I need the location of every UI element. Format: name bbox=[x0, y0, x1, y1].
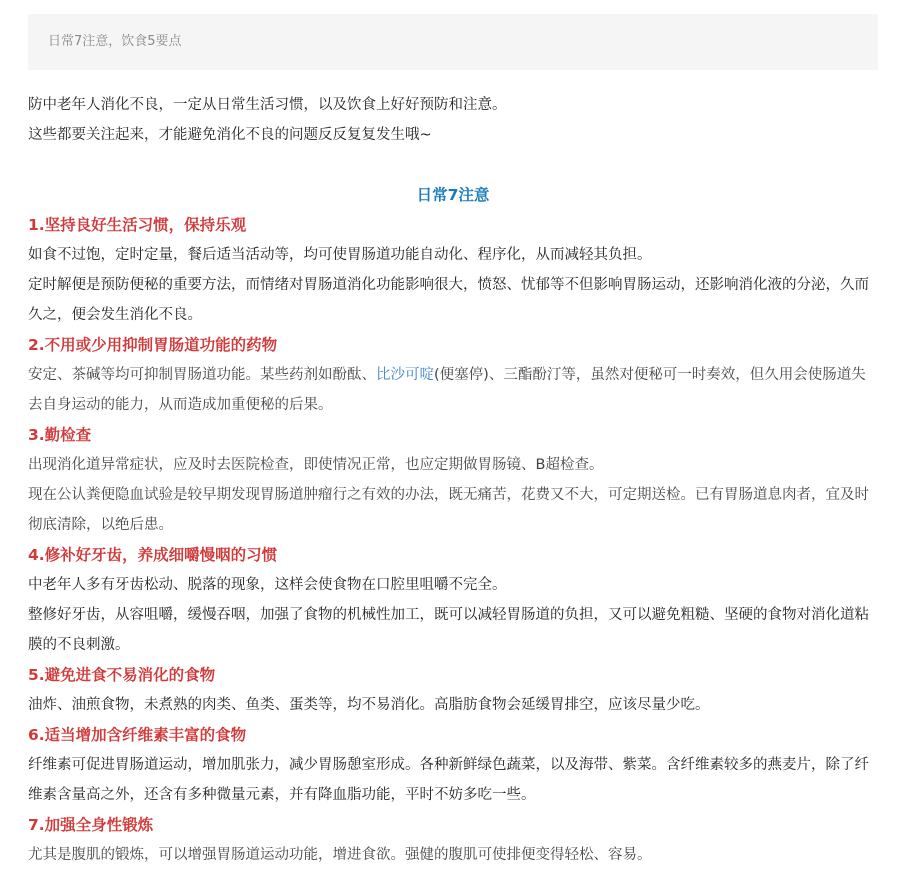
summary-box bbox=[28, 14, 878, 70]
item-2-paragraph-1 bbox=[28, 360, 878, 420]
intro-paragraph-1: 防中老年人消化不良，一定从日常生活习惯，以及饮食上好好预防和注意。 bbox=[28, 97, 507, 113]
item-2-text-after: (便塞停)、三酯酚汀等，虽然对便秘可一时奏效，但久用会使肠道失去自身运动的能力，从而造成加重便秘的后果。 bbox=[28, 367, 866, 413]
item-5-paragraph-1: 油炸、油煎食物，未煮熟的肉类、鱼类、蛋类等，均不易消化。高脂肪食物会延缓胃排空，应该尽量少吃。 bbox=[28, 697, 710, 713]
item-title-2: 2.不用或少用抑制胃肠道功能的药物 bbox=[28, 336, 278, 354]
item-1-paragraph-2: 定时解便是预防便秘的重要方法，而情绪对胃肠道消化功能影响很大，愤怒、忧郁等不但影响胃肠运动，还影响消化液的分泌，久而久之，便会发生消化不良。 bbox=[28, 277, 869, 323]
item-7-paragraph-1: 尤其是腹肌的锻炼，可以增强胃肠道运动功能，增进食欲。强健的腹肌可使排便变得轻松、容易。 bbox=[28, 847, 652, 863]
item-title-3: 3.勤检查 bbox=[28, 426, 92, 444]
item-title-5: 5.避免进食不易消化的食物 bbox=[28, 666, 216, 684]
summary-text: 日常7注意，饮食5要点 bbox=[48, 34, 182, 49]
item-1-paragraph-1: 如食不过饱，定时定量，餐后适当活动等，均可使胃肠道功能自动化、程序化，从而减轻其负担。 bbox=[28, 247, 652, 263]
item-title-1: 1.坚持良好生活习惯，保持乐观 bbox=[28, 216, 247, 234]
item-title-6: 6.适当增加含纤维素丰富的食物 bbox=[28, 726, 247, 744]
drug-link-bisacodyl[interactable]: 比沙可啶 bbox=[376, 367, 434, 383]
spacer bbox=[28, 150, 878, 180]
item-4-paragraph-1: 中老年人多有牙齿松动、脱落的现象，这样会使食物在口腔里咀嚼不完全。 bbox=[28, 577, 507, 593]
item-title-7: 7.加强全身性锻炼 bbox=[28, 816, 154, 834]
article-content bbox=[28, 90, 878, 870]
item-4-paragraph-2: 整修好牙齿，从容咀嚼，缓慢吞咽，加强了食物的机械性加工，既可以减轻胃肠道的负担，又可以避免粗糙、坚硬的食物对消化道粘膜的不良刺激。 bbox=[28, 607, 869, 653]
intro-paragraph-2: 这些都要关注起来，才能避免消化不良的问题反反复复发生哦~ bbox=[28, 127, 432, 143]
item-3-paragraph-2: 现在公认粪便隐血试验是较早期发现胃肠道肿瘤行之有效的办法，既无痛苦，花费又不大，可定期送检。已有胃肠道息肉者，宜及时彻底清除，以绝后患。 bbox=[28, 487, 869, 533]
item-2-text-before: 安定、茶碱等均可抑制胃肠道功能。某些药剂如酚酞、 bbox=[28, 367, 376, 383]
item-title-4: 4.修补好牙齿，养成细嚼慢咽的习惯 bbox=[28, 546, 278, 564]
item-3-paragraph-1: 出现消化道异常症状，应及时去医院检查，即使情况正常，也应定期做胃肠镜、B超检查。 bbox=[28, 457, 604, 473]
item-6-paragraph-1: 纤维素可促进胃肠道运动，增加肌张力，减少胃肠憩室形成。各种新鲜绿色蔬菜，以及海带、紫菜。含纤维素较多的燕麦片，除了纤维素含量高之外，还含有多种微量元素，并有降血脂功能，平时不妨多吃一些。 bbox=[28, 757, 869, 803]
section-title: 日常7注意 bbox=[416, 186, 490, 204]
